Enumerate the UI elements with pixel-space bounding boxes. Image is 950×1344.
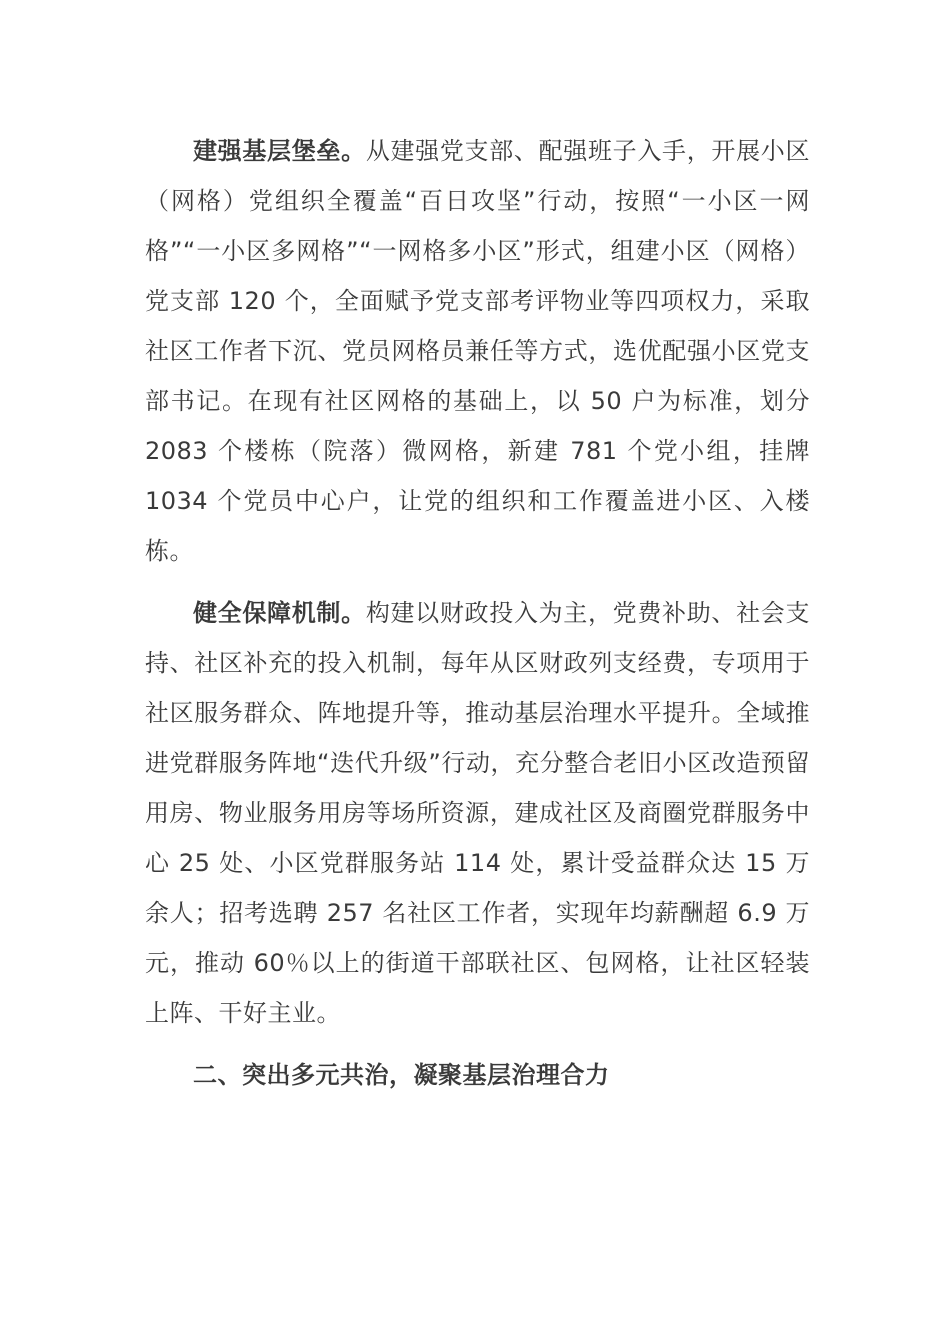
paragraph-lead: 健全保障机制。 [193, 599, 366, 627]
section-heading: 二、突出多元共治，凝聚基层治理合力 [193, 1061, 610, 1089]
paragraph-strengthen-grassroots [145, 126, 810, 576]
paragraph-body: 构建以财政投入为主，党费补助、社会支持、社区补充的投入机制，每年从区财政列支经费，专项用于社区服务群众、阵地提升等，推动基层治理水平提升。全域推进党群服务阵地“迭代升级”行动，充分整合老旧小区改造预留用房、物业服务用房等场所资源，建成社区及商圈党群服务中心 25 处、小区党群服务站 114 处，累计受益群众达 15 万余人；招考选聘 257 名社区工作者，实现年均薪酬超 6.9 万元，推动 60％以上的街道干部联社区、包网格，让社区轻装上阵、干好主业。 [145, 599, 810, 1027]
document-page [145, 126, 810, 1100]
paragraph-lead: 建强基层堡垒。 [193, 137, 366, 165]
paragraph-body: 从建强党支部、配强班子入手，开展小区（网格）党组织全覆盖“百日攻坚”行动，按照“一小区一网格”“一小区多网格”“一网格多小区”形式，组建小区（网格）党支部 120 个，全面赋予党支部考评物业等四项权力，采取社区工作者下沉、党员网格员兼任等方式，选优配强小区党支部书记。在现有社区网格的基础上，以 50 户为标准，划分 2083 个楼栋（院落）微网格，新建 781 个党小组，挂牌 1034 个党员中心户，让党的组织和工作覆盖进小区、入楼栋。 [145, 137, 810, 565]
paragraph-improve-mechanism [145, 588, 810, 1038]
